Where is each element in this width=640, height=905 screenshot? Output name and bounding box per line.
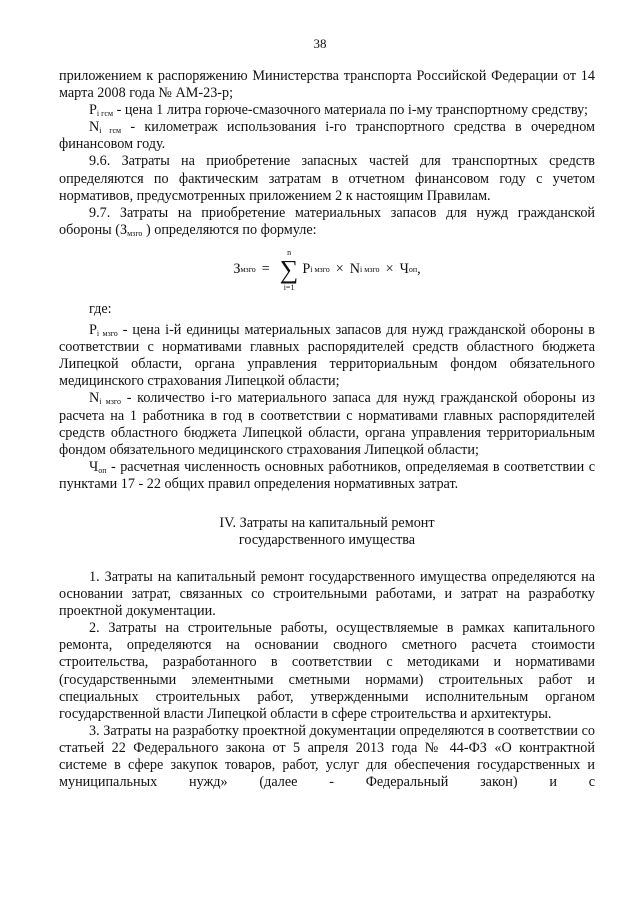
def-text: - цена i-й единицы материальных запасов для нужд гражданской обороны в соответствии с нормативами главных распорядителей средств областного бюджета Липецкой области, органа управления территориальным фондом обязательного медицинского страхования Липецкой области; bbox=[59, 322, 595, 390]
formula-times: × bbox=[385, 261, 394, 278]
section-paragraph-3: 3. Затраты на разработку проектной документации определяются в соответствии со статьей 22 Федерального закона от 5 апреля 2013 года № 44-ФЗ «О контрактной системе в сфере закупок товаров, работ, услуг для обеспечения государственных и муниципальных нужд» (далее - Федеральный закон) и с bbox=[59, 722, 595, 791]
formula-comma: , bbox=[417, 261, 421, 278]
sigma-icon: ∑ bbox=[279, 254, 299, 284]
sub-imzgo: i мзго bbox=[96, 329, 118, 339]
sub-mzgo: мзго bbox=[127, 228, 143, 238]
sub-igsm: i гсм bbox=[99, 126, 122, 136]
formula: З мзго = n ∑ i=1 P i мзго × N i мзго × Ч оп , bbox=[233, 247, 421, 292]
var-p: P bbox=[89, 102, 97, 119]
var-n: N bbox=[89, 119, 100, 136]
sum-top: n bbox=[287, 247, 292, 257]
definition-p-mzgo bbox=[59, 322, 595, 390]
definition-n-gsm bbox=[59, 119, 595, 153]
paragraph: приложением к распоряжению Министерства транспорта Российской Федерации от 14 марта 2008 года № АМ-23-р; bbox=[59, 68, 595, 102]
formula-n: N bbox=[349, 261, 361, 278]
section-paragraph-1: 1. Затраты на капитальный ремонт государственного имущества определяются на основании затрат, связанных со строительными работами, и затрат на разработку проектной документации. bbox=[59, 568, 595, 620]
definition-n-mzgo bbox=[59, 390, 595, 458]
section-heading bbox=[59, 515, 595, 549]
sum-operator bbox=[280, 248, 299, 292]
formula-eq: = bbox=[261, 261, 270, 278]
def-text: - километраж использования i-го транспортного средства в очередном финансовом году. bbox=[59, 119, 595, 153]
paragraph-9-6: 9.6. Затраты на приобретение запасных частей для транспортных средств определяются по фактическим затратам в отчетном финансовом году с учетом нормативов, предусмотренных приложением 2 к настоящим Правилам. bbox=[59, 153, 595, 204]
definition-p-gsm bbox=[59, 102, 595, 119]
def-text: - расчетная численность основных работников, определяемая в соответствии с пунктами 17 - 22 общих правил определения нормативных затрат. bbox=[59, 458, 595, 492]
sub-imzgo: i мзго bbox=[99, 397, 121, 407]
page-number: 38 bbox=[313, 36, 327, 51]
def-text: - цена 1 литра горюче-смазочного материала по i-му транспортному средству; bbox=[116, 102, 588, 119]
formula-p: P bbox=[302, 261, 311, 278]
formula-z: З bbox=[233, 261, 241, 278]
formula-times: × bbox=[335, 261, 344, 278]
sub-igsm: i гсм bbox=[96, 109, 114, 119]
definition-ch-op bbox=[59, 459, 595, 493]
section-paragraph-2: 2. Затраты на строительные работы, осуществляемые в рамках капитального ремонта, определяются на основании сводного сметного расчета стоимости строительства, разработанного в соответствии с методиками и нормативами (государственными элементными сметными нормами) строительных работ и специальных строительных работ, утвержденными исполнительным органом государственной власти Липецкой области в сфере строительства и архитектуры. bbox=[59, 620, 595, 722]
document-body bbox=[59, 68, 595, 791]
sum-bottom: i=1 bbox=[283, 282, 295, 292]
where-label: где: bbox=[89, 300, 112, 317]
section-heading-line: государственного имущества bbox=[238, 531, 416, 548]
para-text: ) определяются по формуле: bbox=[145, 221, 317, 238]
var-ch: Ч bbox=[89, 458, 99, 475]
section-heading-line: IV. Затраты на капитальный ремонт bbox=[219, 514, 435, 531]
def-text: - количество i-го материального запаса для нужд гражданской обороны из расчета на 1 работника в год в соответствии с нормативами главных распорядителей средств областного бюджета Липецкой области, органа управления территориальным фондом обязательного медицинского страхования Липецкой области; bbox=[59, 390, 596, 458]
sub-op: оп bbox=[98, 465, 107, 475]
para-text: 9.7. Затраты на приобретение материальных запасов для нужд гражданской обороны ( bbox=[59, 204, 595, 238]
var-z: З bbox=[120, 221, 128, 238]
formula-ch: Ч bbox=[399, 261, 409, 278]
paragraph-9-7 bbox=[59, 205, 595, 239]
var-n: N bbox=[89, 390, 100, 407]
var-p: P bbox=[89, 322, 97, 339]
